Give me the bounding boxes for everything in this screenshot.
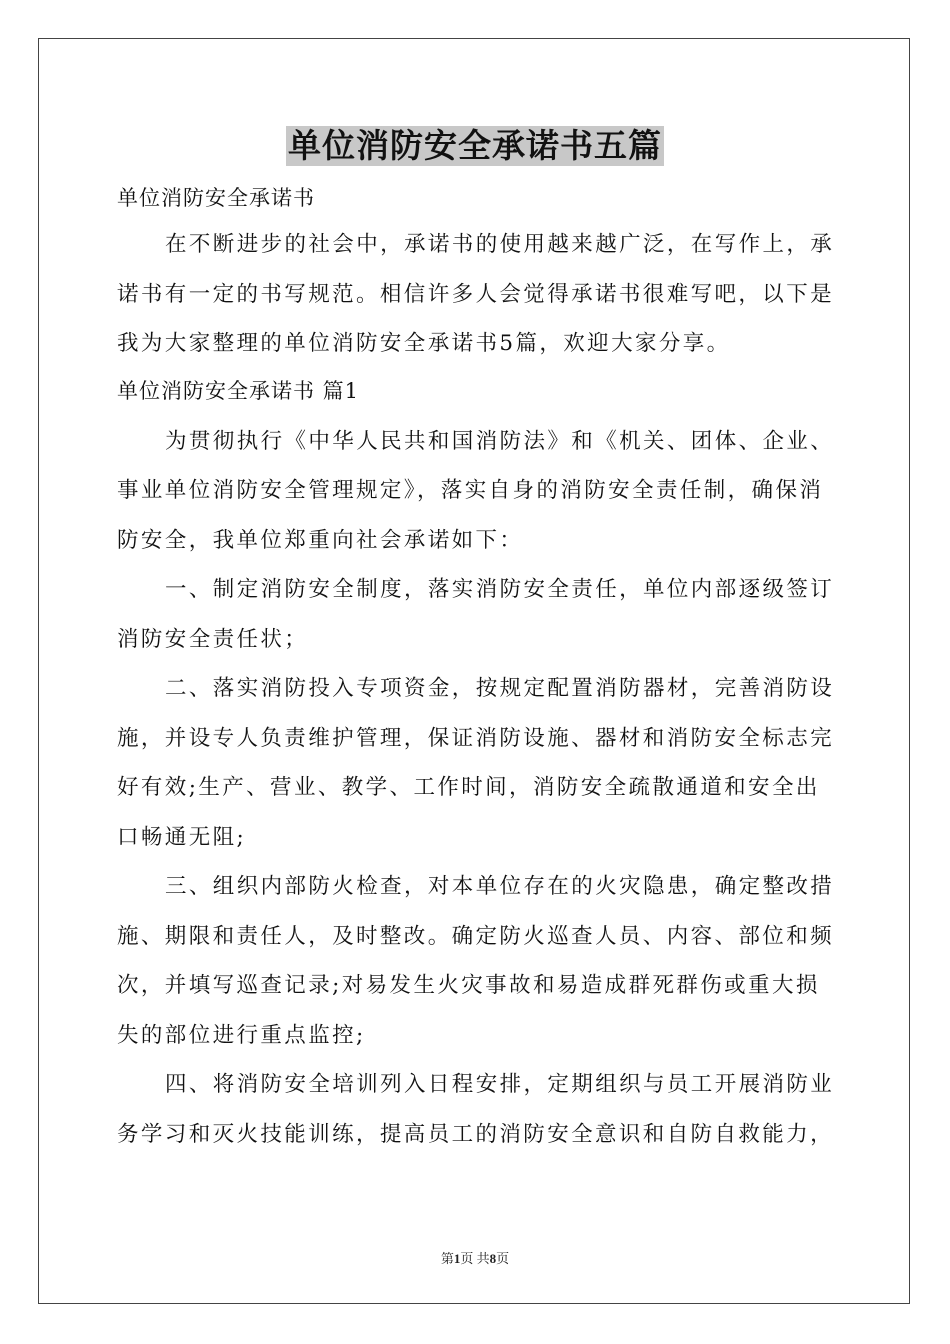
document-body (117, 176, 833, 1159)
page-mid: 页 共 (460, 1251, 490, 1266)
section-heading: 单位消防安全承诺书 篇1 (117, 378, 360, 403)
document-title: 单位消防安全承诺书五篇 (288, 126, 662, 165)
page-total: 8 (489, 1251, 497, 1266)
item-line: 口畅通无阻; (117, 824, 247, 850)
item-line: 失的部位进行重点监控; (117, 1022, 366, 1048)
paragraph-line: 事业单位消防安全管理规定》，落实自身的消防安全责任制，确保消 (117, 478, 824, 503)
item-line: 消防安全责任状； (117, 626, 309, 652)
item-line: 二、落实消防投入专项资金，按规定配置消防器材，完善消防设 (165, 676, 835, 701)
page-footer (0, 1248, 950, 1267)
intro-line: 我为大家整理的单位消防安全承诺书5篇，欢迎大家分享。 (117, 331, 731, 356)
title-area (0, 126, 950, 166)
item-line: 次，并填写巡查记录;对易发生火灾事故和易造成群死群伤或重大损 (117, 973, 820, 998)
paragraph-1 (117, 417, 833, 566)
item-line: 一、制定消防安全制度，落实消防安全责任，单位内部逐级签订 (165, 577, 835, 602)
page-suffix: 页 (496, 1251, 510, 1266)
subheading: 单位消防安全承诺书 (117, 186, 315, 210)
paragraph-line: 防安全，我单位郑重向社会承诺如下： (117, 527, 524, 553)
item-line: 四、将消防安全培训列入日程安排，定期组织与员工开展消防业 (165, 1072, 835, 1097)
item-3 (117, 862, 833, 1060)
item-line: 施、期限和责任人，及时整改。确定防火巡查人员、内容、部位和频 (117, 923, 835, 949)
paragraph-line: 为贯彻执行《中华人民共和国消防法》和《机关、团体、企业、 (165, 428, 835, 454)
item-line: 务学习和灭火技能训练，提高员工的消防安全意识和自防自救能力， (117, 1121, 835, 1147)
item-line: 好有效;生产、营业、教学、工作时间，消防安全疏散通道和安全出 (117, 775, 820, 800)
item-line: 三、组织内部防火检查，对本单位存在的火灾隐患，确定整改措 (165, 874, 835, 899)
intro-paragraph (117, 220, 833, 369)
item-2 (117, 664, 833, 862)
item-1 (117, 565, 833, 664)
intro-line: 诺书有一定的书写规范。相信许多人会觉得承诺书很难写吧，以下是 (117, 281, 835, 307)
item-line: 施，并设专人负责维护管理，保证消防设施、器材和消防安全标志完 (117, 725, 835, 751)
page-prefix: 第 (440, 1251, 454, 1266)
page-current: 1 (453, 1251, 461, 1266)
item-4 (117, 1060, 833, 1159)
intro-line: 在不断进步的社会中，承诺书的使用越来越广泛，在写作上，承 (165, 232, 835, 257)
